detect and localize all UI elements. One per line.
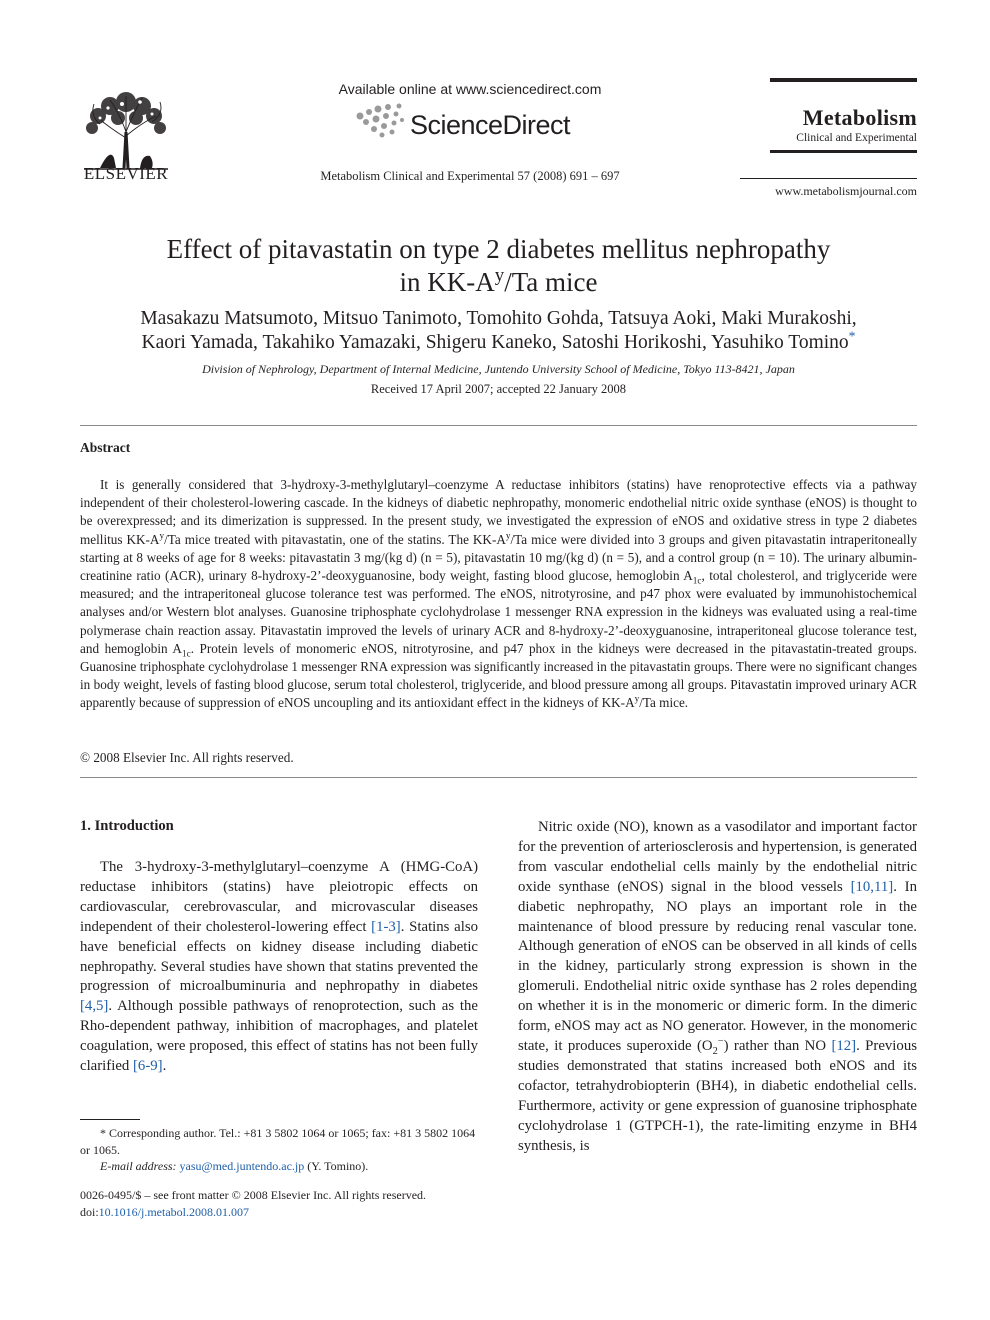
- abstract-text-6: /Ta mice.: [639, 695, 689, 711]
- journal-name: Metabolism: [802, 105, 917, 130]
- subscript-2: 2: [712, 1045, 718, 1057]
- available-online-text: Available online at www.sciencedirect.com: [338, 81, 602, 97]
- author-list-line1: Masakazu Matsumoto, Mitsuo Tanimoto, Tomohito Gohda, Tatsuya Aoki, Maki Murakoshi,: [140, 308, 857, 329]
- abstract-text-3: /Ta mice were divided into 3 groups and given pitavastatin intraperitoneally starting at 8 weeks of age for 8 weeks: pitavastatin 3 mg/(kg d) (n = 5), pitavastatin 10 mg/(kg d) (n = 5), and a control group (n = 10). The urinary albumin-creatinine ratio (ACR), urinary 8-hydroxy-2’-deoxyguanosine, body weight, fasting blood glucose, hemoglobin A: [80, 531, 917, 584]
- author-list-line2: [80, 328, 917, 354]
- section-heading-introduction: 1. Introduction: [80, 818, 174, 834]
- sciencedirect-wordmark: ScienceDirect: [410, 110, 571, 140]
- nitric-oxide-paragraph: [518, 818, 917, 1156]
- affiliation: Division of Nephrology, Department of Internal Medicine, Juntendo University School of Medicine, Tokyo 113-8421, Japan: [202, 362, 795, 376]
- abstract-text-5: . Protein levels of monomeric eNOS, nitrotyrosine, and p47 phox in the kidneys were decreased in the pitavastatin-treated groups. Guanosine triphosphate cyclohydrolase 1 messenger RNA expression was significantly increased in the pitavastatin groups. There were no significant changes in body weight, levels of fasting blood glucose, serum total cholesterol, triglyceride, and blood pressure among all groups. Pitavastatin improved urinary ACR apparently because of suppression of eNOS uncoupling and its antioxidant effect in the kidneys of KK-A: [80, 640, 917, 711]
- superscript-y: y: [159, 530, 165, 541]
- body-text-c: ) rather than NO: [723, 1037, 832, 1054]
- journal-rule-bottom: [740, 178, 917, 179]
- abstract-text-1: It is generally considered that 3-hydroxy-3-methylglutaryl–coenzyme A reductase inhibitors (statins) have renoprotective effects via a pathway independent of their cholesterol-lowering cascade. In the kidneys of diabetic nephropathy, monomeric endothelial nitric oxide synthase (eNOS) is thought to be overexpressed; and its dimerization is suppressed. In the present study, we investigated the expression of eNOS and oxidative stress in type 2 diabetes mellitus KK-A: [80, 477, 917, 547]
- issn-line: 0026-0495/$ – see front matter © 2008 Elsevier Inc. All rights reserved.: [80, 1188, 427, 1202]
- article-title-line1: Effect of pitavastatin on type 2 diabetes mellitus nephropathy: [166, 234, 831, 264]
- email-footnote: [100, 1159, 368, 1174]
- body-text-d: . Previous studies demonstrated that statins increased both eNOS and its cofactor, tetrahydrobiopterin (BH4), in diabetic endothelial cells. Furthermore, activity or gene expression of guanosine triphosphate cyclohydrolase 1 (GTPCH-1), the rate-limiting enzyme in BH4 synthesis, is: [518, 1037, 917, 1154]
- title-superscript-y: y: [494, 265, 505, 286]
- reference-link[interactable]: [4,5]: [80, 998, 109, 1015]
- journal-rule-middle: [770, 150, 917, 153]
- divider-top: [80, 425, 917, 426]
- corresponding-author-mark[interactable]: *: [848, 328, 856, 344]
- intro-text-a: The 3-hydroxy-3-methylglutaryl–coenzyme A (HMG-CoA) reductase inhibitors (statins) have pleiotropic effects on cardiovascular, cerebrovascular, and microvascular diseases independent of their cholesterol-lowering effect: [80, 859, 478, 935]
- abstract-body: [80, 476, 917, 713]
- footnote-rule: [80, 1119, 140, 1120]
- subscript-1c: 1c: [181, 648, 191, 659]
- doi-link[interactable]: 10.1016/j.metabol.2008.01.007: [98, 1205, 249, 1219]
- subscript-1c: 1c: [692, 575, 702, 586]
- journal-rule-top: [770, 78, 917, 82]
- superscript-y: y: [634, 694, 640, 705]
- reference-link[interactable]: [6-9]: [133, 1058, 163, 1075]
- abstract-copyright: © 2008 Elsevier Inc. All rights reserved.: [80, 750, 294, 765]
- journal-citation: Metabolism Clinical and Experimental 57 (2008) 691 – 697: [320, 169, 620, 183]
- divider-bottom: [80, 777, 917, 778]
- introduction-paragraph: [80, 858, 478, 1077]
- doi-line: [80, 1205, 249, 1220]
- superscript-y: y: [505, 530, 511, 541]
- email-link[interactable]: yasu@med.juntendo.ac.jp: [179, 1159, 305, 1173]
- abstract-text-4: , total cholesterol, and triglyceride were measured; and the intraperitoneal glucose tolerance test was performed. The eNOS, nitrotyrosine, and p47 phox were evaluated by immunohistochemical analyses and/or Western blot analyses. Guanosine triphosphate cyclohydrolase 1 messenger RNA expression in the kidneys was evaluated using a real-time polymerase chain reaction assay. Pitavastatin improved the levels of urinary ACR and 8-hydroxy-2’-deoxyguanosine, intraperitoneal glucose tolerance test, and hemoglobin A: [80, 568, 917, 656]
- reference-link[interactable]: [1-3]: [371, 918, 401, 935]
- author-names: Kaori Yamada, Takahiko Yamazaki, Shigeru Kaneko, Satoshi Horikoshi, Yasuhiko Tomino: [141, 332, 849, 353]
- journal-subtitle: Clinical and Experimental: [796, 132, 917, 144]
- received-dates: Received 17 April 2007; accepted 22 January 2008: [370, 382, 627, 396]
- email-label: E-mail address:: [100, 1159, 180, 1173]
- intro-text-b: . Statins also have beneficial effects on kidney disease including diabetic nephropathy. Several studies have shown that statins prevented the progression of microalbuminuria and nephropathy in diabetes: [80, 918, 478, 995]
- article-title-line2: [80, 266, 917, 298]
- intro-text-d: .: [162, 1058, 167, 1075]
- body-text-b: . In diabetic nephropathy, NO plays an important role in the maintenance of blood pressure by reducing renal vascular tone. Although generation of eNOS can be observed in all kinds of cells in the kidney, particularly strong expression is shown in the glomeruli. Endothelial nitric oxide synthase has 2 roles depending on whether it is in the monomeric or dimeric form. In the dimeric form, eNOS may act as NO generator. However, in the monomeric state, it produces superoxide (O: [518, 878, 917, 1054]
- reference-link[interactable]: [10,11]: [850, 878, 894, 895]
- body-text-a: Nitric oxide (NO), known as a vasodilator and important factor for the prevention of arteriosclerosis and hypertension, is generated from vascular endothelial cells mainly by the endothelial nitric oxide synthase (eNOS) signal in the blood vessels: [518, 819, 917, 895]
- email-suffix: (Y. Tomino).: [304, 1159, 369, 1173]
- intro-text-c: . Although possible pathways of renoprotection, such as the Rho-dependent pathway, inhibition of macrophages, and platelet coagulation, were proposed, this effect of statins has not been fully clarified: [80, 998, 478, 1075]
- abstract-text-2: /Ta mice treated with pitavastatin, one of the statins. The KK-A: [164, 531, 506, 547]
- reference-link[interactable]: [12]: [831, 1037, 857, 1054]
- superscript-minus: −: [717, 1036, 724, 1048]
- corresponding-author-footnote: * Corresponding author. Tel.: +81 3 5802 1064 or 1065; fax: +81 3 5802 1064 or 1065.: [80, 1126, 476, 1157]
- doi-label: doi:: [80, 1205, 99, 1219]
- title-text-b: /Ta mice: [504, 267, 598, 297]
- title-text-a: in KK-A: [399, 267, 495, 297]
- abstract-heading: Abstract: [80, 440, 131, 455]
- journal-url-link[interactable]: www.metabolismjournal.com: [775, 184, 917, 198]
- elsevier-wordmark: ELSEVIER: [83, 164, 169, 183]
